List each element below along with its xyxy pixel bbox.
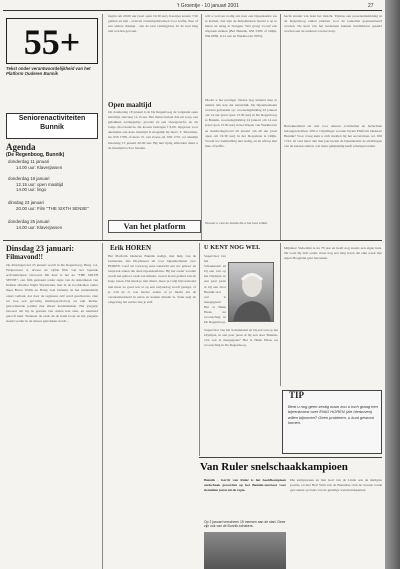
title-55plus: 55+ — [6, 18, 98, 64]
header-rule — [3, 10, 382, 11]
senioren-box — [6, 113, 98, 139]
column-divider — [280, 243, 281, 386]
van-het-platform-banner: Van het platform — [108, 220, 201, 233]
agenda-date: donderdag 25 januari — [8, 219, 50, 224]
vrijwilliger-text: Betrokkenheid zal niet voor nieuwe activiteiten en bedachten belangen hebben. Wilt u vrijwilliger worden bij het Platform Ouderen Bunnik? Voor vraag kunt u zich melden bij het secretariaat, tel. 656 1722. Al veel meer dan tien jaar kwam de bijeenkomst de stichtingen van de kernen samen, wat meer gelijktijdig heeft plaatsgevonden. — [284, 124, 382, 149]
noteert-text: Noteert u vast de datum die u het best schikt. — [205, 221, 268, 225]
uk-article — [204, 328, 278, 456]
erik-horen-article — [108, 254, 196, 569]
page-edge-shadow — [385, 0, 400, 569]
photo-caption: Op 2 januari verscheen 15 mensen aan de start. Deze zijn ook van de Bunnik-schakers. — [204, 520, 286, 529]
tip-text: Bent u nog geen zestig maar zou u toch graag een bijeenkomst over ENIG HOREN (zie hierboven) willen bijwonen? Geen probleem, u kunt gewoon komen. — [288, 404, 378, 426]
column-divider — [280, 14, 281, 240]
agenda-date: dinsdag 23 januari — [8, 200, 44, 205]
noteert-article — [205, 221, 277, 237]
section-rule — [199, 457, 382, 458]
bijeenkomsten-article — [205, 98, 277, 218]
bijeenkomsten-text: Mocht u het prettiger vinden nog iemand mee te nemen dan kan dat natuurlijk. De bijeenkomsten worden gehouden op: woensdagmiddag 22 januari om 14 uur (zaal open 13.30 uur) in De Regenboog te Bunnik, woensdagmiddag 24 januari om 14 uur (zaal open 13.30 uur) in het Wapen van Werkhoven en donderdagavond 29 januari om 20 uur (zaal open om 19.30 uur) in het Dorpshuis te Odijk. Vooraf uw aanmelding niet nodig, en na afloop met thee of koffie. — [205, 98, 277, 148]
siebenlist-article — [284, 246, 382, 384]
agenda-item — [8, 219, 98, 230]
erik-horen-text: Het Platform Ouderen Bunnik nodigt, met hulp van de Gemeente, alle 60-plussers uit voor bijeenkomsten over HOREN. Geef uit voorzorg eens aandacht aan uw gehoor en bespreek zaken die deze bijeenkomsten. Bij het ouder worden wordt het gehoor vaak wat minder, vooral in het gebied van de hoge tonen. Dat merk je niet direct, maar je volgt bijvoorbeeld niet meer zo goed wat er op een verjaardag wordt gezegd, of je wilt de tv wat harder zetten of je merkt dat de verstaanbaarheid in zalen en kerken minder is. Vaak zegt de omgeving het eerder dan je zelf. — [108, 254, 196, 304]
column-divider — [199, 243, 200, 456]
senioren-place: Bunnik — [40, 124, 64, 131]
uk-narrow-text — [204, 254, 226, 326]
agenda-event: 20.00 uur: Film "THE SIXTH SENSE" — [16, 205, 89, 211]
chess-photo — [204, 532, 286, 569]
uk-text-cont: Supervisor van het Schaakteam en bij een van op het Olympia, in een paar jaren al bij een door Bunnik-vlot wat is meegegaan? Het is Henk Haan, nu woonachtig in De Regenboog. — [204, 328, 278, 348]
siebenlist-text: Mijnheer Siebenlist is nu 78 jaar en heeft nog steeds een eigen huis. Nu voelt hij zich ouder, maar nog een lang leven dat elke week zijn eigen Hoogland gaat bezoeken. — [284, 246, 382, 261]
vervoer-text: wilt u vervoer nodig om naar een bijeenkomst toe te komen, dan zijn de hulpdiensten bereid u op te halen en terug te brengen. Wel graag vooraf een afspraak maken (Bel Bunnik, 656 5300 of Odijk, 656 6930, 9-12 uur en Werkhoven 5505). — [205, 14, 277, 39]
agenda-item — [8, 176, 98, 193]
presentatie-text: hecht streekt van hout het inzicht. Tijdens een presentatiemiddag in de Regenboog zullen plannen voor de toekomst gepresenteerd worden. De kern van het bestaande kunnen beschikbaar gesteld worden aan de ouderen van het dorp. — [284, 14, 382, 34]
film-text: begint om 20.00 uur (zaal open 19.30 uur). Kaartjes kosten 7,50 gulden en zijn - evenals consumptiebonnen voor koffie, thee of een andere drankje - aan de zaal verkrijgbaar. In de zaal mag niet worden gerookt. — [108, 14, 198, 34]
agenda-title: Agenda — [6, 142, 36, 152]
page-number: 27 — [368, 3, 374, 9]
van-ruler-body-text: Die kampioenen en met Gert van de Linde ook de dertigste positie, en met Bert Smit van de Bunnikse club de tweede ronde gewonnen op basis van de gunstige weerstandspunten. — [290, 478, 382, 493]
open-maaltijd-text: Op donderdag 18 januari is in De Regenboog de volgende open maaltijd, aanvang 12.15 uur. Het menu bestaat dan uit soep, een gebakken aardappeltje, groente en een vleesgerecht, en als toetje chocoladevla. De kosten bedragen f 8,00. Opgeven voor deelname aan deze maaltijd is mogelijk bij mevr. T. Moerman, tel. 656 1788, of mevr. N. van Zoest, tel. 656 1747, tot uiterlijk maandag 15 januari 20.00 uur. Bij niet tijdig afmelden dient u de maaltijd toch te betalen. — [108, 110, 198, 150]
tip-heading: TIP — [289, 390, 305, 400]
agenda-subtitle: (De Regenboog, Bunnik) — [6, 152, 65, 158]
dinsdag-text: Op dinsdagavond 23 januari wordt in De Regenboog, Burg. v.d. Weijerstraat 4, alweer de vijfde film van het lopende activiteitenjaar vertoond. Dit keer is het de "THE SIXTH SENSE", een film gemaakt onder regie van de Amerikaan van Indiase afkomst Night Shyamalan, met in de hoofdrollen onder meer Bruce Willis en Haley Joel Osment. In het eenheidsbrij onzer verhaal, dat door de regisseur zelf werd geschreven, zien we hoe een gevoelig kinderpsycholoog en zijn kleine, getroebleerde patiënt met elkaar kennismaken. Het jongetje beweert dat hij de geesten van doden kan zien, en niemand gelooft hem. Wanneer de zaak uit de hand loopt en het jongetje steeds verder in de nauwe getrokken wordt... — [6, 263, 98, 324]
section-rule — [3, 240, 382, 241]
van-ruler-body — [290, 478, 382, 568]
senioren-title: Seniorenactiviteiten — [18, 115, 86, 122]
agenda-date: donderdag 18 januari — [8, 176, 50, 181]
agenda-event: 12.15 uur: open maaltijd — [16, 181, 64, 187]
agenda-item — [8, 159, 98, 170]
van-ruler-headline: Van Ruler snelschaakkampioen — [200, 461, 348, 473]
intro-text: Tekst onder verantwoordelijkheid van het Platform Ouderen Bunnik — [6, 66, 91, 77]
agenda-event: 14.00 uur: lingo — [16, 187, 47, 193]
agenda-item — [8, 200, 98, 211]
dinsdag-article — [6, 263, 98, 569]
uk-text: Supervisor van het Schaakteam en bij een van op het Olympia, in een paar jaren al bij een door Bunnik-vlot wat is meegegaan? Het is Henk Haan, nu woonachtig in De Regenboog. — [204, 254, 226, 325]
u-kent-nog-wel-heading: U KENT NOG WEL — [204, 244, 261, 251]
erik-horen-heading: Erik HOREN — [110, 244, 152, 252]
dinsdag-subheading: Filmavond!! — [6, 253, 43, 261]
column-divider — [201, 14, 202, 240]
tip-box — [282, 390, 382, 454]
open-maaltijd-article — [108, 110, 198, 216]
agenda-event: 14.00 uur: Klaverjassen — [16, 164, 63, 170]
page-header: 't Groentje - 10 januari 2001 — [177, 3, 239, 9]
portrait-image — [229, 263, 274, 322]
open-maaltijd-heading: Open maaltijd — [108, 101, 152, 109]
portrait-photo — [228, 262, 274, 322]
column-divider — [102, 14, 103, 240]
agenda-event: 14.00 uur: Klaverjassen — [16, 224, 63, 230]
dinsdag-heading: Dinsdag 23 januari: — [6, 244, 75, 253]
van-ruler-lead — [204, 478, 286, 518]
vrijwilliger-article — [284, 124, 382, 236]
film-article-cont — [108, 14, 198, 100]
vervoer-article — [205, 14, 277, 96]
agenda-date: donderdag 11 januari — [8, 159, 50, 164]
presentatie-article — [284, 14, 382, 122]
van-ruler-lead-text: Bunnik - Gerrit van Ruler is het hoofdkampioen snelschaak geworden op het Bunnik-toernooi voor tientallen jaren uit de regio. — [204, 478, 286, 493]
column-divider — [102, 243, 103, 569]
